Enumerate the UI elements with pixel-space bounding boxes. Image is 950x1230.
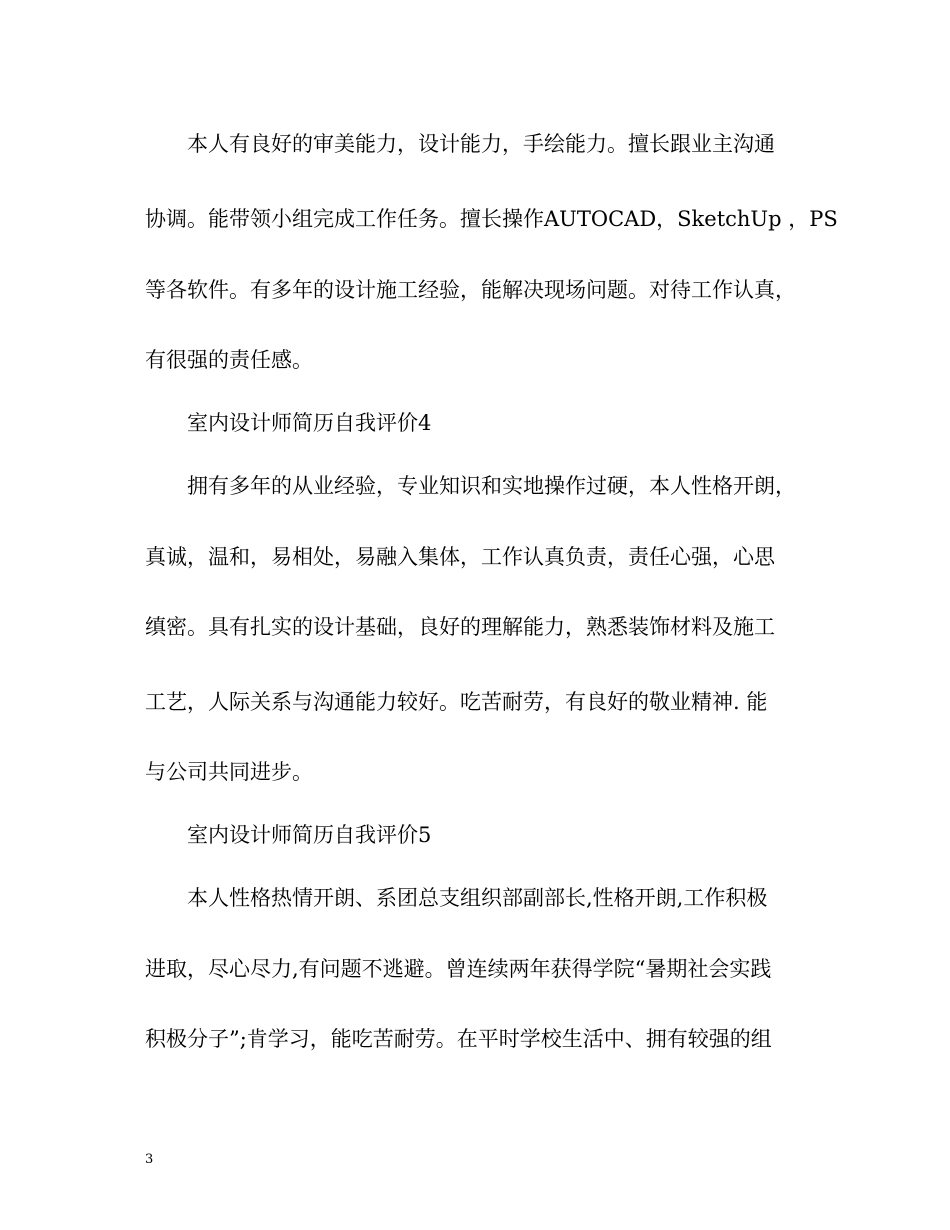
paragraph-line: 积极分子”;肯学习，能吃苦耐劳。在平时学校生活中、拥有较强的组	[145, 1027, 772, 1051]
paragraph-line: 本人性格热情开朗、系团总支组织部副部长,性格开朗,工作积极	[187, 886, 768, 910]
page-number: 3	[145, 1152, 154, 1167]
paragraph-line: 工艺，人际关系与沟通能力较好。吃苦耐劳，有良好的敬业精神. 能	[145, 690, 768, 714]
paragraph-line: 缜密。具有扎实的设计基础，良好的理解能力，熟悉装饰材料及施工	[145, 615, 775, 639]
section-heading: 室内设计师简历自我评价5	[187, 823, 432, 847]
paragraph-line: 进取，尽心尽力,有问题不逃避。曾连续两年获得学院“暑期社会实践	[145, 957, 772, 981]
paragraph-line: 协调。能带领小组完成工作任务。擅长操作AUTOCAD，SketchUp ，PS	[145, 207, 838, 231]
section-heading: 室内设计师简历自我评价4	[187, 411, 432, 435]
paragraph-line: 与公司共同进步。	[145, 760, 313, 784]
paragraph-line: 有很强的责任感。	[145, 348, 313, 372]
paragraph-line: 本人有良好的审美能力，设计能力，手绘能力。擅长跟业主沟通	[187, 132, 775, 156]
paragraph-line: 真诚，温和，易相处，易融入集体，工作认真负责，责任心强，心思	[145, 545, 775, 569]
paragraph-line: 等各软件。有多年的设计施工经验，能解决现场问题。对待工作认真，	[145, 278, 796, 302]
paragraph-line: 拥有多年的从业经验，专业知识和实地操作过硬，本人性格开朗，	[187, 474, 796, 498]
